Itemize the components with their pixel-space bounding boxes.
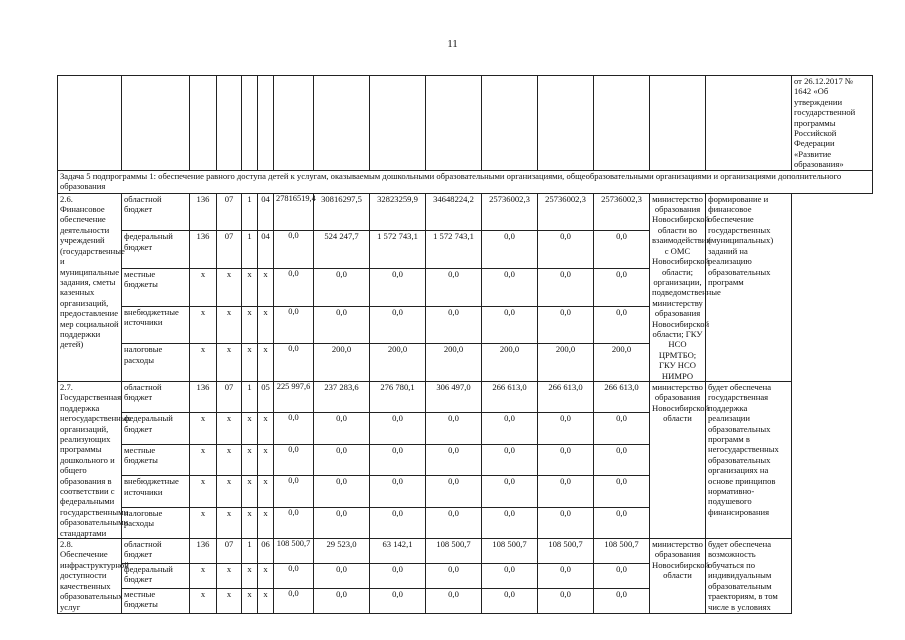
year-value-cell-3: 276 780,1 [370, 381, 426, 412]
year-value-cell-5: 0,0 [482, 476, 538, 507]
code-program-cell: x [242, 413, 258, 444]
code-grbs-cell: x [190, 564, 217, 589]
code-section-cell: x [217, 589, 242, 614]
year-value-cell-2: 0,0 [314, 507, 370, 538]
funding-source-cell: местные бюджеты [122, 444, 190, 475]
year-value-cell-5: 108 500,7 [482, 539, 538, 564]
code-grbs-cell: x [190, 268, 217, 306]
year-value-cell-3: 0,0 [370, 589, 426, 614]
year-value-cell-6: 0,0 [538, 268, 594, 306]
funding-source-cell: местные бюджеты [122, 268, 190, 306]
year-value-cell-1: 0,0 [274, 444, 314, 475]
code-program-cell: 1 [242, 231, 258, 269]
task-row [58, 170, 873, 193]
year-value-cell-2: 237 283,6 [314, 381, 370, 412]
code-sub-cell: x [258, 344, 274, 382]
year-value-cell-1: 0,0 [274, 564, 314, 589]
year-value-cell-7: 0,0 [594, 564, 650, 589]
code-section-cell: 07 [217, 381, 242, 412]
year-value-cell-7: 200,0 [594, 344, 650, 382]
year-value-cell-2: 29 523,0 [314, 539, 370, 564]
year-value-cell-7: 25736002,3 [594, 193, 650, 231]
year-value-cell-3: 0,0 [370, 507, 426, 538]
year-value-cell-3: 0,0 [370, 306, 426, 344]
code-grbs-cell: x [190, 589, 217, 614]
year-value-cell-4: 0,0 [426, 476, 482, 507]
year-value-cell-1: 0,0 [274, 589, 314, 614]
year-value-cell-2: 0,0 [314, 413, 370, 444]
year-value-cell-6: 25736002,3 [538, 193, 594, 231]
code-sub-cell: x [258, 413, 274, 444]
year-value-cell-4: 108 500,7 [426, 539, 482, 564]
code-section-cell: 07 [217, 539, 242, 564]
funding-source-cell: внебюджетные источники [122, 476, 190, 507]
year-value-cell-1: 0,0 [274, 413, 314, 444]
year-value-cell-5: 200,0 [482, 344, 538, 382]
code-sub-cell: 04 [258, 193, 274, 231]
code-sub-cell: 06 [258, 539, 274, 564]
year-value-cell-3: 0,0 [370, 268, 426, 306]
year-value-cell-6: 0,0 [538, 507, 594, 538]
executor-cell: министерство образования Новосибирской области [650, 539, 706, 614]
year-value-cell-5: 0,0 [482, 231, 538, 269]
funding-source-cell: налоговые расходы [122, 507, 190, 538]
year-value-cell-1: 27816519,4 [274, 193, 314, 231]
year-value-cell-4: 200,0 [426, 344, 482, 382]
code-grbs-cell: 136 [190, 539, 217, 564]
code-sub-cell: 04 [258, 231, 274, 269]
year-value-cell-2: 30816297,5 [314, 193, 370, 231]
year-value-cell-6: 266 613,0 [538, 381, 594, 412]
code-program-cell: x [242, 564, 258, 589]
code-grbs-cell: x [190, 344, 217, 382]
year-value-cell-4: 0,0 [426, 444, 482, 475]
expected-result-cell: будет обеспечена государственная поддержка реализации образовательных программ в негосударственных образовательных организациях на основе принципов нормативно-подушевого финансирования [706, 381, 792, 538]
table-row [58, 381, 873, 412]
executor-cell: министерство образования Новосибирской области [650, 381, 706, 538]
measure-name-cell: 2.8. Обеспечение инфраструктурной доступности качественных образовательных услуг [58, 539, 122, 614]
year-value-cell-6: 0,0 [538, 444, 594, 475]
code-section-cell: x [217, 476, 242, 507]
year-value-cell-7: 0,0 [594, 231, 650, 269]
year-value-cell-5: 0,0 [482, 444, 538, 475]
year-value-cell-2: 0,0 [314, 268, 370, 306]
year-value-cell-5: 25736002,3 [482, 193, 538, 231]
code-section-cell: x [217, 507, 242, 538]
year-value-cell-6: 0,0 [538, 476, 594, 507]
year-value-cell-7: 0,0 [594, 413, 650, 444]
code-program-cell: x [242, 268, 258, 306]
measure-name-cell: 2.7. Государственная поддержка негосударственных организаций, реализующих программы дошкольного и общего образования в соответствии с федеральными государственными образовательными стандартами [58, 381, 122, 538]
year-value-cell-7: 0,0 [594, 476, 650, 507]
year-value-cell-5: 266 613,0 [482, 381, 538, 412]
funding-source-cell: федеральный бюджет [122, 564, 190, 589]
year-value-cell-7: 0,0 [594, 589, 650, 614]
code-program-cell: x [242, 589, 258, 614]
measure-name-cell: 2.6. Финансовое обеспечение деятельности учреждений (государственные и муниципальные задания, сметы казенных организаций, предоставление мер социальной поддержки детей) [58, 193, 122, 381]
year-value-cell-7: 108 500,7 [594, 539, 650, 564]
table-row [58, 193, 873, 231]
year-value-cell-3: 1 572 743,1 [370, 231, 426, 269]
code-section-cell: x [217, 413, 242, 444]
year-value-cell-1: 0,0 [274, 306, 314, 344]
year-value-cell-6: 108 500,7 [538, 539, 594, 564]
code-sub-cell: x [258, 564, 274, 589]
code-program-cell: 1 [242, 539, 258, 564]
expected-result-cell: формирование и финансовое обеспечение государственных (муниципальных) заданий на реализацию образовательных программ [706, 193, 792, 381]
funding-source-cell: областной бюджет [122, 193, 190, 231]
year-value-cell-1: 0,0 [274, 231, 314, 269]
code-program-cell: x [242, 306, 258, 344]
code-grbs-cell: x [190, 476, 217, 507]
code-section-cell: 07 [217, 193, 242, 231]
year-value-cell-2: 200,0 [314, 344, 370, 382]
code-program-cell: x [242, 344, 258, 382]
year-value-cell-1: 0,0 [274, 507, 314, 538]
funding-source-cell: областной бюджет [122, 539, 190, 564]
year-value-cell-6: 0,0 [538, 564, 594, 589]
table-row [58, 539, 873, 564]
year-value-cell-4: 0,0 [426, 268, 482, 306]
code-sub-cell: x [258, 268, 274, 306]
year-value-cell-5: 0,0 [482, 306, 538, 344]
year-value-cell-1: 108 500,7 [274, 539, 314, 564]
year-value-cell-5: 0,0 [482, 589, 538, 614]
year-value-cell-2: 0,0 [314, 476, 370, 507]
code-grbs-cell: x [190, 413, 217, 444]
funding-source-cell: федеральный бюджет [122, 413, 190, 444]
year-value-cell-5: 0,0 [482, 413, 538, 444]
funding-source-cell: областной бюджет [122, 381, 190, 412]
code-section-cell: x [217, 306, 242, 344]
year-value-cell-6: 0,0 [538, 413, 594, 444]
year-value-cell-4: 0,0 [426, 306, 482, 344]
year-value-cell-7: 0,0 [594, 444, 650, 475]
year-value-cell-4: 0,0 [426, 589, 482, 614]
code-sub-cell: 05 [258, 381, 274, 412]
year-value-cell-1: 0,0 [274, 476, 314, 507]
code-section-cell: x [217, 268, 242, 306]
year-value-cell-5: 0,0 [482, 564, 538, 589]
code-grbs-cell: x [190, 507, 217, 538]
year-value-cell-7: 0,0 [594, 507, 650, 538]
code-section-cell: x [217, 564, 242, 589]
executor-cell: министерство образования Новосибирской области во взаимодействии с ОМС Новосибирской области; организации, подведомственные министерству образования Новосибирской области; ГКУ НСО ЦРМТБО; ГКУ НСО НИМРО [650, 193, 706, 381]
code-program-cell: x [242, 476, 258, 507]
task-text: Задача 5 подпрограммы 1: обеспечение равного доступа детей к услугам, оказываемым дошкольными образовательными организациями, общеобразовательными организациями и организациями дополнительного образования [58, 170, 873, 193]
code-grbs-cell: 136 [190, 193, 217, 231]
year-value-cell-7: 0,0 [594, 306, 650, 344]
code-section-cell: x [217, 444, 242, 475]
code-program-cell: 1 [242, 381, 258, 412]
code-sub-cell: x [258, 444, 274, 475]
year-value-cell-6: 0,0 [538, 231, 594, 269]
year-value-cell-2: 0,0 [314, 306, 370, 344]
year-value-cell-5: 0,0 [482, 507, 538, 538]
code-program-cell: 1 [242, 193, 258, 231]
year-value-cell-3: 0,0 [370, 564, 426, 589]
year-value-cell-4: 0,0 [426, 507, 482, 538]
code-grbs-cell: x [190, 444, 217, 475]
year-value-cell-1: 0,0 [274, 344, 314, 382]
year-value-cell-3: 0,0 [370, 444, 426, 475]
year-value-cell-4: 34648224,2 [426, 193, 482, 231]
code-section-cell: x [217, 344, 242, 382]
code-program-cell: x [242, 507, 258, 538]
code-grbs-cell: 136 [190, 231, 217, 269]
year-value-cell-3: 200,0 [370, 344, 426, 382]
year-value-cell-4: 1 572 743,1 [426, 231, 482, 269]
funding-source-cell: налоговые расходы [122, 344, 190, 382]
year-value-cell-5: 0,0 [482, 268, 538, 306]
header-note: от 26.12.2017 № 1642 «Об утверждении государственной программы Российской Федерации «Развитие образования» [792, 76, 873, 171]
year-value-cell-1: 0,0 [274, 268, 314, 306]
year-value-cell-3: 0,0 [370, 413, 426, 444]
year-value-cell-2: 0,0 [314, 564, 370, 589]
expected-result-cell: будет обеспечена возможность обучаться по индивидуальным образовательным траекториям, в том числе в условиях [706, 539, 792, 614]
year-value-cell-2: 524 247,7 [314, 231, 370, 269]
code-sub-cell: x [258, 507, 274, 538]
year-value-cell-4: 306 497,0 [426, 381, 482, 412]
year-value-cell-2: 0,0 [314, 589, 370, 614]
code-grbs-cell: x [190, 306, 217, 344]
code-sub-cell: x [258, 306, 274, 344]
page-number: 11 [447, 38, 458, 50]
year-value-cell-7: 266 613,0 [594, 381, 650, 412]
year-value-cell-4: 0,0 [426, 413, 482, 444]
funding-source-cell: федеральный бюджет [122, 231, 190, 269]
year-value-cell-6: 0,0 [538, 589, 594, 614]
year-value-cell-6: 200,0 [538, 344, 594, 382]
year-value-cell-3: 63 142,1 [370, 539, 426, 564]
code-grbs-cell: 136 [190, 381, 217, 412]
year-value-cell-4: 0,0 [426, 564, 482, 589]
code-sub-cell: x [258, 589, 274, 614]
code-sub-cell: x [258, 476, 274, 507]
year-value-cell-3: 32823259,9 [370, 193, 426, 231]
code-section-cell: 07 [217, 231, 242, 269]
year-value-cell-3: 0,0 [370, 476, 426, 507]
year-value-cell-1: 225 997,6 [274, 381, 314, 412]
header-row [58, 76, 873, 171]
funding-source-cell: местные бюджеты [122, 589, 190, 614]
year-value-cell-6: 0,0 [538, 306, 594, 344]
year-value-cell-2: 0,0 [314, 444, 370, 475]
code-program-cell: x [242, 444, 258, 475]
program-table [57, 75, 873, 614]
year-value-cell-7: 0,0 [594, 268, 650, 306]
funding-source-cell: внебюджетные источники [122, 306, 190, 344]
